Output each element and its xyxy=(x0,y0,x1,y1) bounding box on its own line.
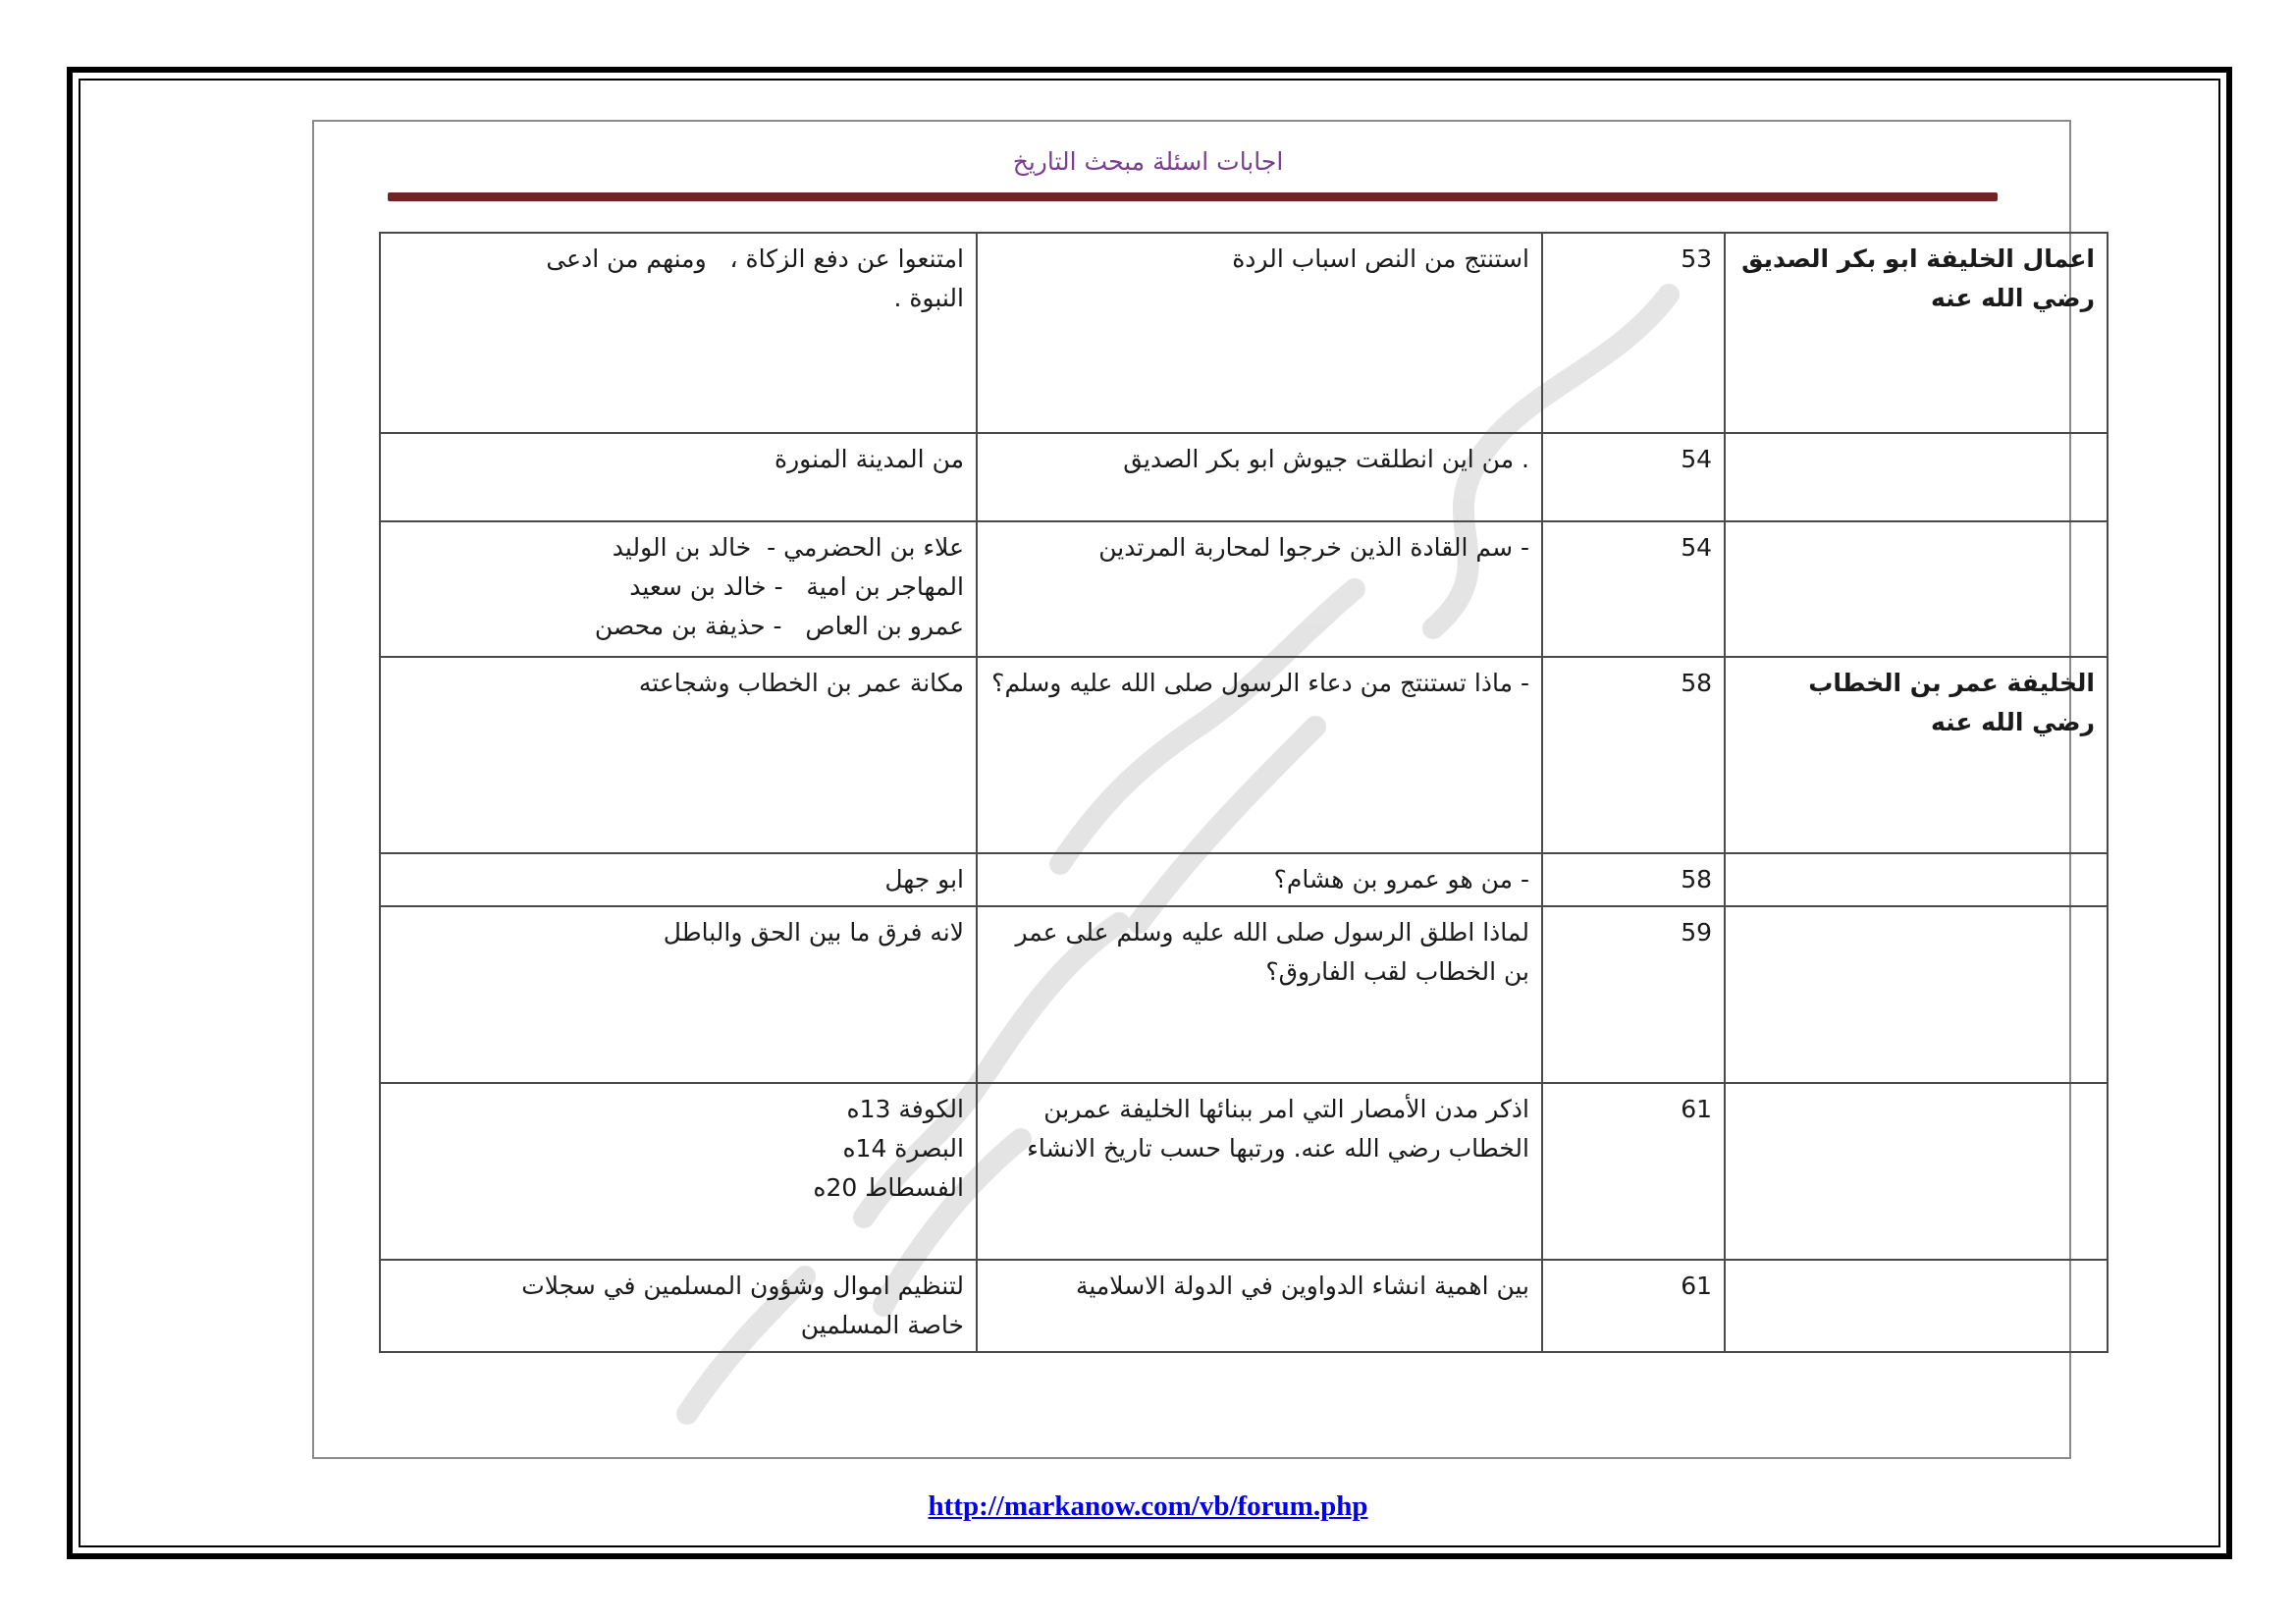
table-row xyxy=(380,657,2108,853)
answer-line: ابو جهل xyxy=(884,865,964,893)
answer-line: من المدينة المنورة xyxy=(774,445,964,473)
question-cell: . من اين انطلقت جيوش ابو بكر الصديق xyxy=(977,433,1542,521)
page-number-cell: 53 xyxy=(1542,233,1725,433)
topic-cell xyxy=(1725,1083,2108,1260)
answer-cell xyxy=(380,906,977,1083)
topic-cell xyxy=(1725,433,2108,521)
topic-cell: اعمال الخليفة ابو بكر الصديق رضي الله عنه xyxy=(1725,233,2108,433)
answer-line: لتنظيم اموال وشؤون المسلمين في سجلات xyxy=(521,1272,964,1300)
page-number-cell: 61 xyxy=(1542,1083,1725,1260)
footer xyxy=(0,1490,2296,1523)
page-number-cell: 54 xyxy=(1542,433,1725,521)
answer-line: خاصة المسلمين xyxy=(800,1311,964,1339)
topic-cell xyxy=(1725,1260,2108,1352)
table-row xyxy=(380,233,2108,433)
question-cell: لماذا اطلق الرسول صلى الله عليه وسلم على عمر بن الخطاب لقب الفاروق؟ xyxy=(977,906,1542,1083)
answer-cell xyxy=(380,433,977,521)
question-cell: اذكر مدن الأمصار التي امر ببنائها الخليفة عمربن الخطاب رضي الله عنه. ورتبها حسب تاريخ الانشاء xyxy=(977,1083,1542,1260)
answer-line: الكوفة 13ه xyxy=(846,1095,964,1123)
table-row xyxy=(380,906,2108,1083)
answers-table xyxy=(379,232,2109,1353)
page-number-cell: 54 xyxy=(1542,521,1725,657)
table-row xyxy=(380,433,2108,521)
topic-cell xyxy=(1725,853,2108,906)
answer-cell xyxy=(380,1083,977,1260)
answer-line: امتنعوا عن دفع الزكاة ، ومنهم من ادعى xyxy=(546,244,964,273)
answer-cell xyxy=(380,521,977,657)
answer-cell xyxy=(380,233,977,433)
topic-cell: الخليفة عمر بن الخطاب رضي الله عنه xyxy=(1725,657,2108,853)
page-number-cell: 59 xyxy=(1542,906,1725,1083)
question-cell: استنتج من النص اسباب الردة xyxy=(977,233,1542,433)
header-divider xyxy=(388,192,1998,201)
page-number-cell: 58 xyxy=(1542,657,1725,853)
question-cell: بين اهمية انشاء الدواوين في الدولة الاسلامية xyxy=(977,1260,1542,1352)
table-row xyxy=(380,853,2108,906)
page-number-cell: 58 xyxy=(1542,853,1725,906)
question-cell: - ماذا تستنتج من دعاء الرسول صلى الله عليه وسلم؟ xyxy=(977,657,1542,853)
answer-line: مكانة عمر بن الخطاب وشجاعته xyxy=(638,669,964,697)
answer-line: النبوة . xyxy=(893,284,964,312)
question-cell: - سم القادة الذين خرجوا لمحاربة المرتدين xyxy=(977,521,1542,657)
answer-line: المهاجر بن امية - خالد بن سعيد xyxy=(629,572,964,601)
answer-cell xyxy=(380,1260,977,1352)
answer-line: الفسطاط 20ه xyxy=(813,1173,964,1202)
topic-cell xyxy=(1725,521,2108,657)
answer-line: لانه فرق ما بين الحق والباطل xyxy=(663,918,964,947)
header-title: اجابات اسئلة مبحث التاريخ xyxy=(1012,147,1284,176)
topic-cell xyxy=(1725,906,2108,1083)
answer-line: علاء بن الحضرمي - خالد بن الوليد xyxy=(612,533,964,562)
page-number-cell: 61 xyxy=(1542,1260,1725,1352)
answer-line: البصرة 14ه xyxy=(842,1134,964,1163)
answer-cell xyxy=(380,853,977,906)
answer-cell xyxy=(380,657,977,853)
answer-line: عمرو بن العاص - حذيفة بن محصن xyxy=(594,612,964,640)
forum-link[interactable]: http://markanow.com/vb/forum.php xyxy=(928,1490,1368,1522)
table-row xyxy=(380,1260,2108,1352)
table-row xyxy=(380,1083,2108,1260)
question-cell: - من هو عمرو بن هشام؟ xyxy=(977,853,1542,906)
table-row xyxy=(380,521,2108,657)
